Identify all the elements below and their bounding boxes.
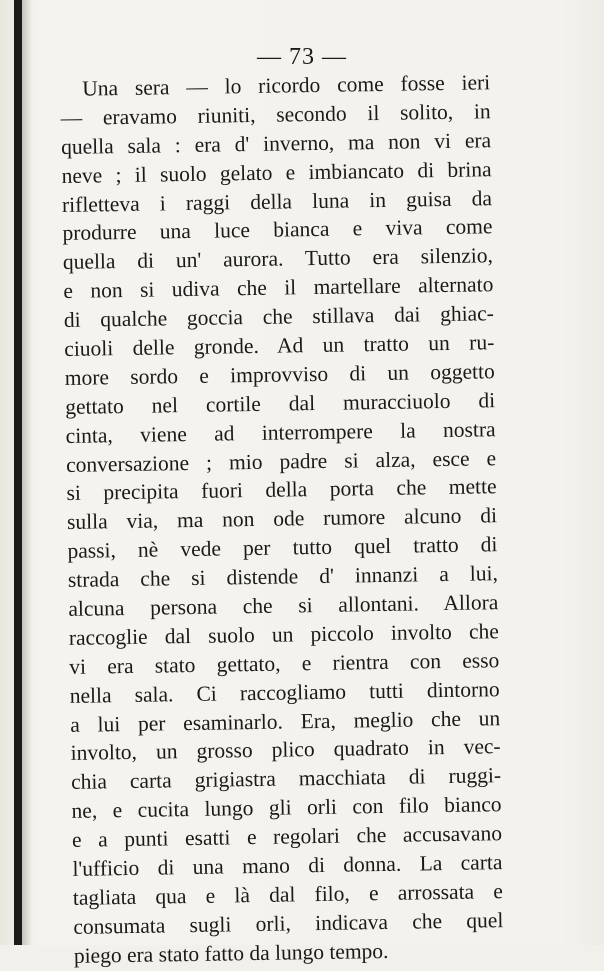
page-binding-edge (14, 0, 22, 945)
text-line: Una sera — lo ricordo come fosse ieri (82, 70, 491, 101)
body-text (60, 68, 504, 970)
text-line: sulla via, ma non ode rumore alcuno di (66, 503, 498, 535)
text-line: strada che si distende d' innanzi a lui, (67, 561, 499, 593)
text-line: a lui per esaminarlo. Era, meglio che un (70, 705, 501, 737)
text-line: quella di un' aurora. Tutto era silenzio, (62, 243, 494, 275)
text-line: produrre una luce bianca e viva come (62, 214, 493, 246)
text-line: neve ; il suolo gelato e imbiancato di brina (61, 156, 492, 188)
text-line: e non si udiva che il martellare alternato (63, 272, 494, 304)
text-line: — eravamo riuniti, secondo il solito, in (60, 99, 491, 130)
text-line: tagliata qua e là dal filo, e arrossata e (72, 879, 504, 910)
text-line: si precipita fuori della porta che mette (66, 474, 497, 506)
text-line: more sordo e improvviso di un oggetto (64, 359, 495, 390)
text-line: l'ufficio di una mano di donna. La carta (72, 850, 503, 881)
binding-shadow (22, 0, 32, 945)
text-line: alcuna persona che si allontani. Allora (68, 590, 499, 621)
text-line: quella sala : era d' inverno, ma non vi era (60, 128, 492, 159)
text-line: ciuoli delle gronde. Ad un tratto un ru- (64, 330, 495, 361)
text-line: rifletteva i raggi della luna in guisa da (61, 185, 493, 217)
text-line: involto, un grosso plico quadrato in vec- (70, 734, 501, 766)
text-line: gettato nel cortile dal muracciuolo di (65, 388, 496, 419)
text-line: cinta, viene ad interrompere la nostra (65, 416, 496, 448)
text-line: chia carta grigiastra macchiata di ruggi- (70, 763, 502, 795)
text-line: vi era stato gettato, e rientra con esso (69, 647, 500, 679)
text-line: passi, nè vede per tutto quel tratto di (67, 532, 498, 564)
text-line: raccoglie dal suolo un piccolo involto che (68, 619, 499, 650)
text-line: ne, e cucita lungo gli orli con filo bianco (71, 792, 502, 824)
page-number: — 73 — (257, 44, 347, 70)
text-line: nella sala. Ci raccogliamo tutti dintorno (69, 676, 500, 708)
text-line: piego era stato fatto da lungo tempo. (73, 938, 389, 968)
text-line: e a punti esatti e regolari che accusavano (71, 821, 503, 853)
text-line: conversazione ; mio padre si alza, esce e (65, 445, 497, 477)
text-line: consumata sugli orli, indicava che quel (73, 907, 504, 939)
text-line: di qualche goccia che stillava dai ghiac- (63, 301, 494, 333)
